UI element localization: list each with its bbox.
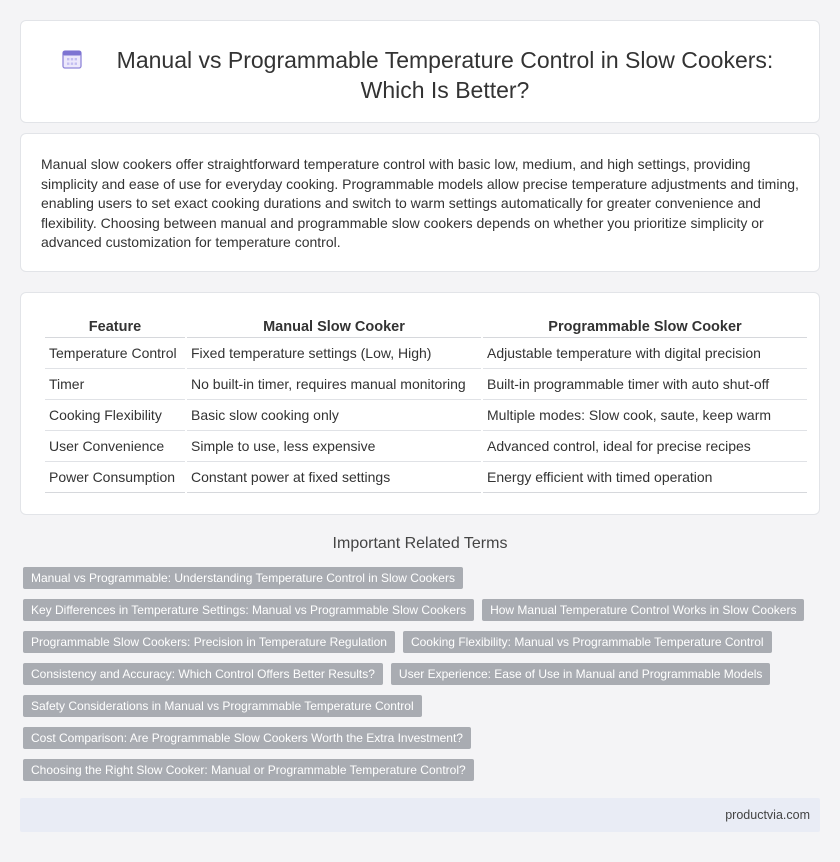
table-cell: Multiple modes: Slow cook, saute, keep warm [483,400,807,431]
comparison-card [20,292,820,515]
table-cell: User Convenience [45,431,185,462]
table-row [45,431,807,462]
table-cell: Energy efficient with timed operation [483,462,807,493]
related-term-link[interactable]: Choosing the Right Slow Cooker: Manual or Programmable Temperature Control? [23,759,474,781]
table-row [45,369,807,400]
column-header-manual: Manual Slow Cooker [187,317,481,338]
table-cell: Adjustable temperature with digital precision [483,338,807,369]
table-row [45,462,807,493]
intro-paragraph: Manual slow cookers offer straightforward temperature control with basic low, medium, and high settings, providing simplicity and ease of use for everyday cooking. Programmable models allow precise temperature adjustments and timing, enabling users to set exact cooking durations and switch to warm settings automatically for greater convenience and flexibility. Choosing between manual and programmable slow cookers depends on whether you prioritize simplicity or advanced customization for temperature control. [41,156,799,251]
table-cell: Fixed temperature settings (Low, High) [187,338,481,369]
table-cell: Constant power at fixed settings [187,462,481,493]
related-term-link[interactable]: How Manual Temperature Control Works in Slow Cookers [482,599,804,621]
table-cell: Power Consumption [45,462,185,493]
table-cell: Temperature Control [45,338,185,369]
table-cell: Built-in programmable timer with auto shut-off [483,369,807,400]
footer-site-link[interactable]: productvia.com [725,808,810,822]
column-header-programmable: Programmable Slow Cooker [483,317,807,338]
related-term-link[interactable]: User Experience: Ease of Use in Manual and Programmable Models [391,663,771,685]
related-term-link[interactable]: Manual vs Programmable: Understanding Temperature Control in Slow Cookers [23,567,463,589]
related-term-link[interactable]: Safety Considerations in Manual vs Programmable Temperature Control [23,695,422,717]
table-cell: No built-in timer, requires manual monitoring [187,369,481,400]
title-card [20,20,820,123]
table-header-row [45,317,807,338]
related-term-link[interactable]: Key Differences in Temperature Settings: Manual vs Programmable Slow Cookers [23,599,474,621]
column-header-feature: Feature [45,317,185,338]
footer [20,798,820,832]
table-row [45,400,807,431]
table-cell: Cooking Flexibility [45,400,185,431]
related-terms-heading: Important Related Terms [332,535,508,552]
related-term-link[interactable]: Programmable Slow Cookers: Precision in Temperature Regulation [23,631,395,653]
related-term-link[interactable]: Cost Comparison: Are Programmable Slow Cookers Worth the Extra Investment? [23,727,471,749]
table-cell: Timer [45,369,185,400]
table-cell: Basic slow cooking only [187,400,481,431]
comparison-table [43,317,809,493]
table-cell: Simple to use, less expensive [187,431,481,462]
table-row [45,338,807,369]
related-term-link[interactable]: Consistency and Accuracy: Which Control Offers Better Results? [23,663,383,685]
table-cell: Advanced control, ideal for precise recipes [483,431,807,462]
page-title: Manual vs Programmable Temperature Control in Slow Cookers: Which Is Better? [116,47,774,103]
intro-card [20,133,820,272]
calendar-icon [61,48,83,70]
related-term-link[interactable]: Cooking Flexibility: Manual vs Programmable Temperature Control [403,631,772,653]
related-terms-list [23,567,823,791]
